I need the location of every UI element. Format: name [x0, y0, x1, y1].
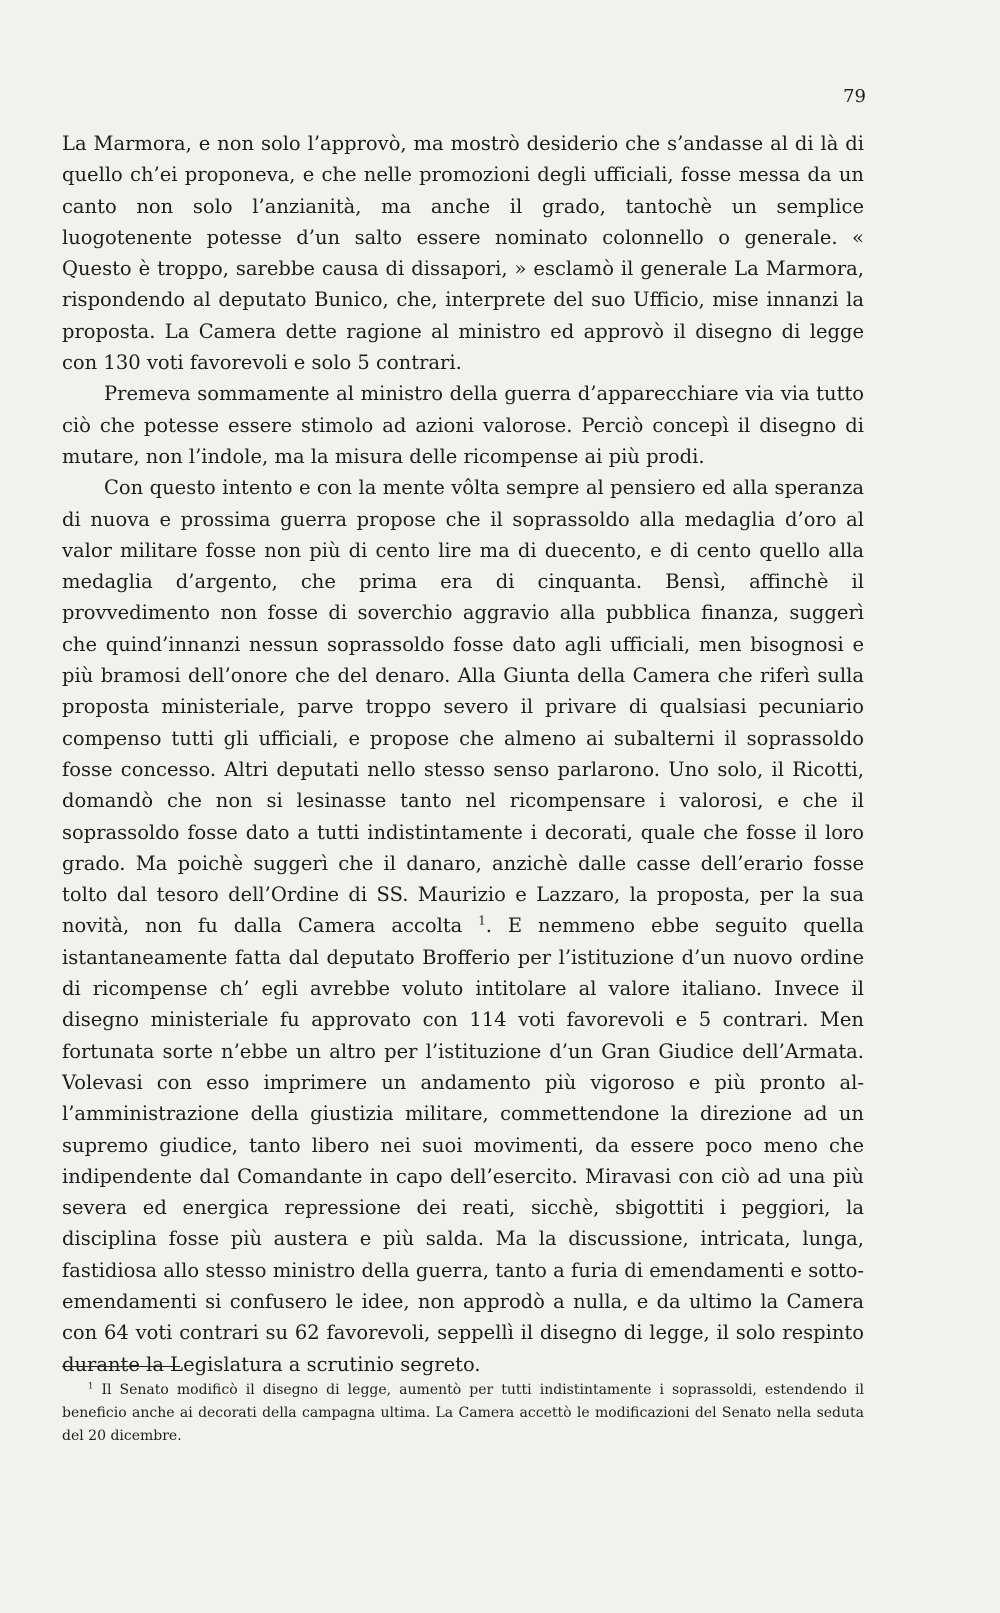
footnote — [62, 1379, 864, 1448]
paragraph-text: . E nemmeno ebbe seguito quella istantaneamente fatta dal deputato Brofferio per l’istituzione d’un nuovo ordine di ricompense ch’ egli avrebbe voluto intitolare al valore italiano. Invece il disegno ministeriale fu approvato con 114 voti favorevoli e 5 contrari. Men fortunata sorte n’ebbe un altro per l’istituzione d’un Gran Giudice dell’Armata. Volevasi con esso imprimere un andamento più vigoroso e più pronto all’amministrazione della giustizia militare, commettendone la direzione ad un supremo giudice, tanto libero nei suoi movimenti, da essere poco meno che indipendente dal Comandante in capo dell’esercito. Miravasi con ciò ad una più severa ed energica repressione dei reati, sicchè, sbigottiti i peggiori, la disciplina fosse più austera e più salda. Ma la discussione, intricata, lunga, fastidiosa allo stesso ministro della guerra, tanto a furia di emendamenti e sotto-emendamenti si confusero le idee, non approdò a nulla, e da ultimo la Camera con 64 voti contrari su 62 favorevoli, seppellì il disegno di legge, il solo respinto durante la Legislatura a scrutinio segreto. — [62, 914, 864, 1376]
paragraph: La Marmora, e non solo l’approvò, ma mostrò desiderio che s’andasse al di là di quello ch’ei proponeva, e che nelle promozioni degli ufficiali, fosse messa da un canto non solo l’anzianità, ma anche il grado, tantochè un semplice luogotenente potesse d’un salto essere nominato colonnello o generale. « Questo è troppo, sarebbe causa di dissapori, » esclamò il generale La Marmora, rispondendo al deputato Bunico, che, interprete del suo Ufficio, mise innanzi la proposta. La Camera dette ragione al ministro ed approvò il disegno di legge con 130 voti favorevoli e solo 5 contrari. — [62, 132, 864, 375]
footnote-text: Il Senato modificò il disegno di legge, aumentò per tutti indistintamente i soprassoldi, estendendo il beneficio anche ai decorati della campagna ultima. La Camera accettò le modificazioni del Senato nella seduta del 20 dicembre. — [62, 1382, 865, 1444]
page-number: 79 — [843, 86, 866, 107]
main-text — [62, 128, 864, 1380]
footnote-reference: 1 — [478, 913, 486, 928]
paragraph-text: Con questo intento e con la mente vôlta sempre al pensiero ed alla speranza di nuova e prossima guerra propose che il soprassoldo alla medaglia d’oro al valor militare fosse non più di cento lire ma di duecento, e di cento quello alla medaglia d’argento, che prima era di cinquanta. Bensì, affinchè il provvedimento non fosse di soverchio aggravio alla pubblica finanza, suggerì che quind’innanzi nessun soprassoldo fosse dato agli ufficiali, men bisognosi e più bramosi dell’onore che del denaro. Alla Giunta della Camera che riferì sulla proposta ministeriale, parve troppo severo il privare di qualsiasi pecuniario compenso tutti gli ufficiali, e propose che almeno ai subalterni il soprassoldo fosse concesso. Altri deputati nello stesso senso parlarono. Uno solo, il Ricotti, domandò che non si lesinasse tanto nel ricompensare i valorosi, e che il soprassoldo fosse dato a tutti indistintamente i decorati, quale che fosse il loro grado. Ma poichè suggerì che il danaro, anzichè dalle casse dell’erario fosse tolto dal tesoro dell’Ordine di SS. Maurizio e Lazzaro, la proposta, per la sua novità, non fu dalla Camera accolta — [62, 476, 864, 938]
footnote-separator — [62, 1366, 180, 1367]
footnotes — [62, 1379, 864, 1448]
paragraph — [62, 472, 864, 1380]
footnote-marker: 1 — [88, 1380, 94, 1391]
paragraph: Premeva sommamente al ministro della guerra d’apparecchiare via via tutto ciò che potesse essere stimolo ad azioni valorose. Perciò concepì il disegno di mutare, non l’indole, ma la misura delle ricompense ai più prodi. — [62, 382, 864, 468]
